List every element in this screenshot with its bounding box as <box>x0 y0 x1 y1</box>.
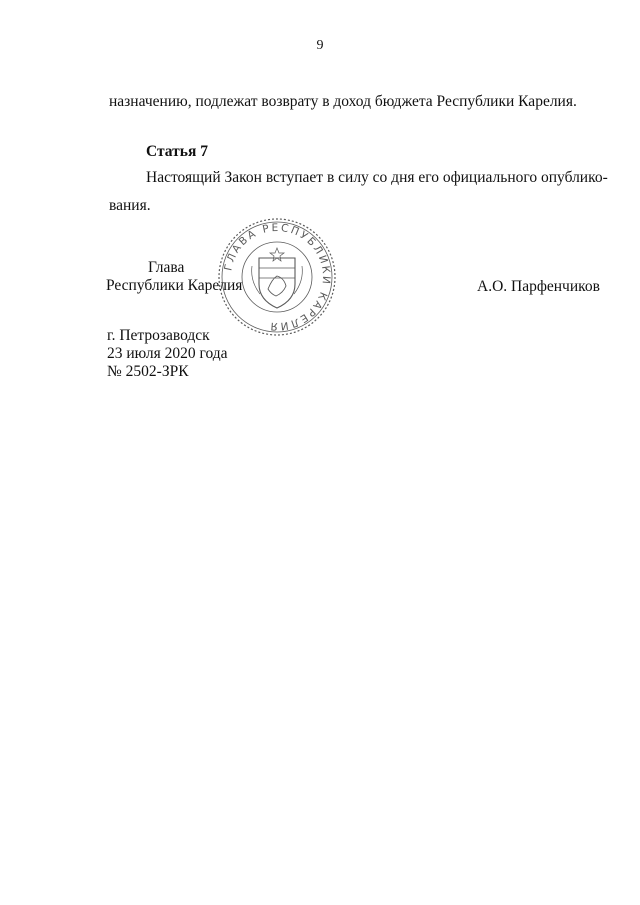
article-line-2: вания. <box>109 197 151 214</box>
footer-date: 23 июля 2020 года <box>107 345 228 362</box>
seal-ring-text: ГЛАВА РЕСПУБЛИКИ КАРЕЛИЯ <box>222 221 333 333</box>
signatory-name: А.О. Парфенчиков <box>477 278 600 295</box>
footer-number: № 2502-ЗРК <box>107 363 189 380</box>
page-number: 9 <box>316 38 324 53</box>
article-line-1: Настоящий Закон вступает в силу со дня его официального опублико- <box>146 169 608 186</box>
signature-title-line-2: Республики Карелия <box>106 277 243 294</box>
footer-city: г. Петрозаводск <box>107 327 210 344</box>
body-line-1: назначению, подлежат возврату в доход бюджета Республики Карелия. <box>109 93 577 110</box>
article-heading: Статья 7 <box>146 143 208 160</box>
signature-title-line-1: Глава <box>148 259 185 276</box>
coat-of-arms-icon <box>252 248 303 308</box>
